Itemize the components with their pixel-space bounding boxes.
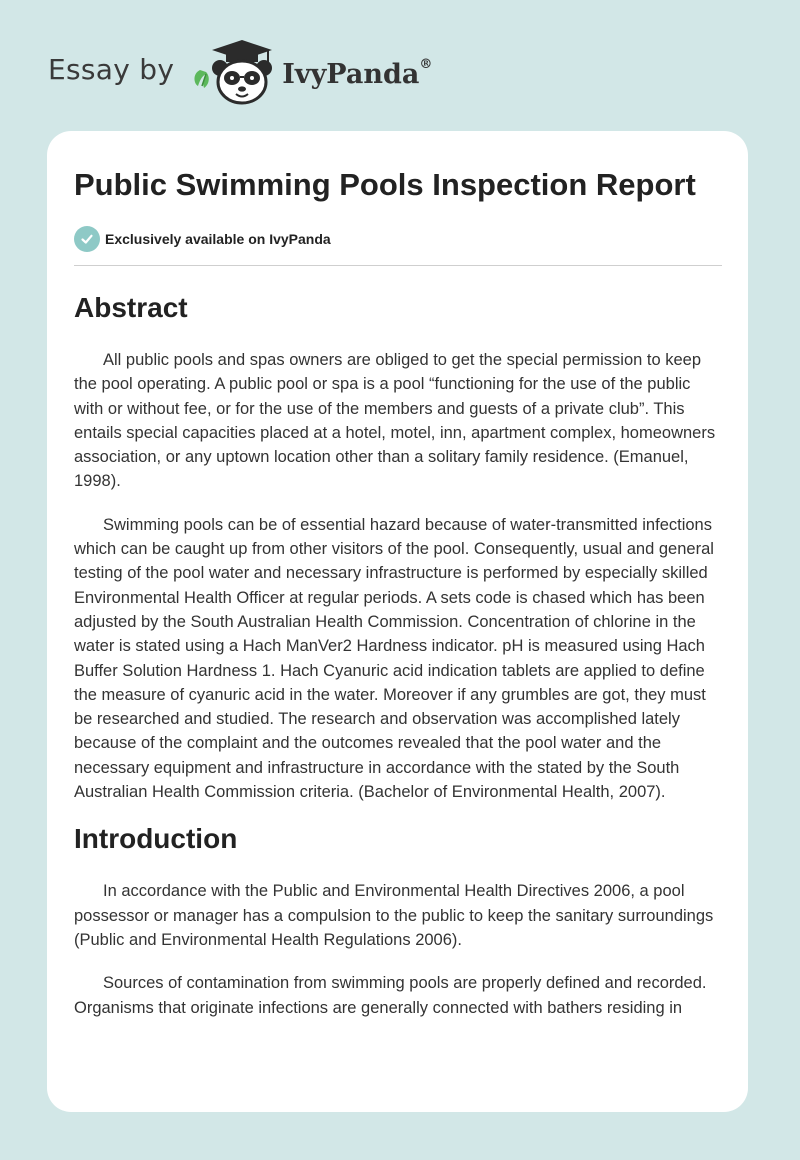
exclusive-label: Exclusively available on IvyPanda [105,231,331,247]
page-title: Public Swimming Pools Inspection Report [74,167,696,202]
paragraph: In accordance with the Public and Environmental Health Directives 2006, a pool possessor or manager has a compulsion to the public to keep the sanitary surroundings (Public and Environmental Health Regulations 2006). [74,882,714,949]
article-content [74,131,722,1020]
check-circle-icon [74,226,100,252]
brand-name[interactable]: IvyPanda® [282,56,433,90]
section-heading-introduction: Introduction [74,823,238,855]
article-card [47,131,748,1112]
exclusive-badge [74,225,722,253]
panda-logo-icon[interactable] [188,36,280,108]
section-heading-abstract: Abstract [74,292,188,323]
paragraph: Swimming pools can be of essential hazard because of water-transmitted infections which can be caught up from other visitors of the pool. Consequently, usual and general testing of the pool water and necessary infrastructure is performed by especially skilled Environmental Health Officer at regular periods. A sets code is chased which has been adjusted by the South Australian Health Commission. Concentration of chlorine in the water is stated using a Hach ManVer2 Hardness indicator. pH is measured using Hach Buffer Solution Hardness 1. Hach Cyanuric acid indication tablets are applied to define the measure of cyanuric acid in the water. Moreover if any grumbles are got, they must be researched and studied. The research and observation was accomplished lately because of the complaint and the outcomes revealed that the pool water and the necessary equipment and infrastructure in accordance with the stated by the South Australian Health Commission criteria. (Bachelor of Environmental Health, 2007). [74,515,714,802]
paragraph: All public pools and spas owners are obliged to get the special permission to keep the pool operating. A public pool or spa is a pool “functioning for the use of the public with or without fee, or for the use of the members and guests of a private club”. This entails special capacities placed at a hotel, motel, inn, apartment complex, homeowners association, or any uptown location other than a solitary family residence. (Emanuel, 1998). [74,351,716,491]
divider [74,265,722,266]
registered-mark: ® [419,56,433,72]
essay-by-label: Essay by [48,52,175,86]
paragraph: Sources of contamination from swimming pools are properly defined and recorded. Organisms that originate infections are generally connected with bathers residing in [74,974,707,1017]
site-header [48,36,432,108]
